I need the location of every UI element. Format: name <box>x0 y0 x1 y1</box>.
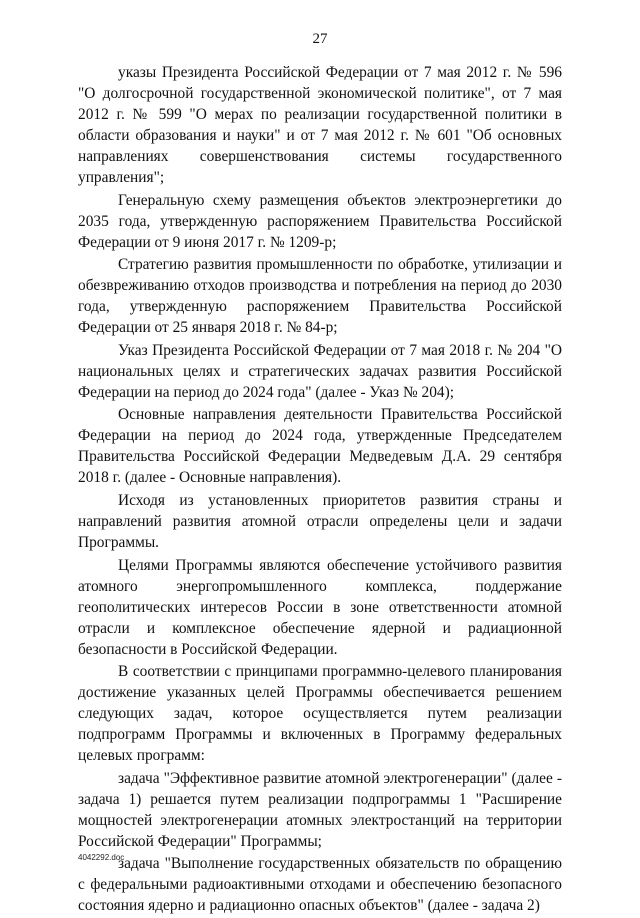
paragraph-presidential-decrees-2012: указы Президента Российской Федерации от 7 мая 2012 г. № 596 "О долгосрочной государственной экономической политике", от 7 мая 2012 г. № 599 "О мерах по реализации государственной политики в области образования и науки" и от 7 мая 2012 г. № 601 "Об основных направлениях совершенствования системы государственного управления"; <box>78 64 562 186</box>
paragraph-task-1: задача "Эффективное развитие атомной электрогенерации" (далее - задача 1) решается путем реализации подпрограммы 1 "Расширение мощностей электрогенерации атомных электростанций на территории Российской Федерации" Программы; <box>78 769 562 850</box>
paragraph-program-goals: Целями Программы являются обеспечение устойчивого развития атомного энергопромышленного комплекса, поддержание геополитических интересов России в зоне ответственности атомной отрасли и комплексное обеспечение ядерной и радиационной безопасности в Российской Федерации. <box>78 556 562 658</box>
document-file-code: 4042292.doc <box>78 853 125 862</box>
paragraph-program-tasks-intro: В соответствии с принципами программно-целевого планирования достижение указанных целей Программы обеспечивается решением следующих задач, которое осуществляется путем реализации подпрограмм Программы и включенных в Программу федеральных целевых программ: <box>78 663 562 765</box>
document-body <box>78 62 562 918</box>
paragraph-task-2: задача "Выполнение государственных обязательств по обращению с федеральными радиоактивными отходами и обеспечению безопасного состояния ядерно и радиационно опасных объектов" (далее - задача 2) <box>78 855 562 915</box>
paragraph-goals-determined: Исходя из установленных приоритетов развития страны и направлений развития атомной отрасли определены цели и задачи Программы. <box>78 491 562 551</box>
paragraph-waste-strategy-2030: Стратегию развития промышленности по обработке, утилизации и обезвреживанию отходов производства и потребления на период до 2030 года, утвержденную распоряжением Правительства Российской Федерации от 25 января 2018 г. № 84-р; <box>78 256 562 337</box>
paragraph-power-scheme-2035: Генеральную схему размещения объектов электроэнергетики до 2035 года, утвержденную распоряжением Правительства Российской Федерации от 9 июня 2017 г. № 1209-р; <box>78 191 562 251</box>
page-number: 27 <box>312 31 328 47</box>
paragraph-decree-204: Указ Президента Российской Федерации от 7 мая 2018 г. № 204 "О национальных целях и стратегических задачах развития Российской Федерации на период до 2024 года" (далее - Указ № 204); <box>78 341 562 401</box>
paragraph-government-directions-2024: Основные направления деятельности Правительства Российской Федерации на период до 2024 года, утвержденные Председателем Правительства Российской Федерации Медведевым Д.А. 29 сентября 2018 г. (далее - Основные направления). <box>78 406 562 487</box>
